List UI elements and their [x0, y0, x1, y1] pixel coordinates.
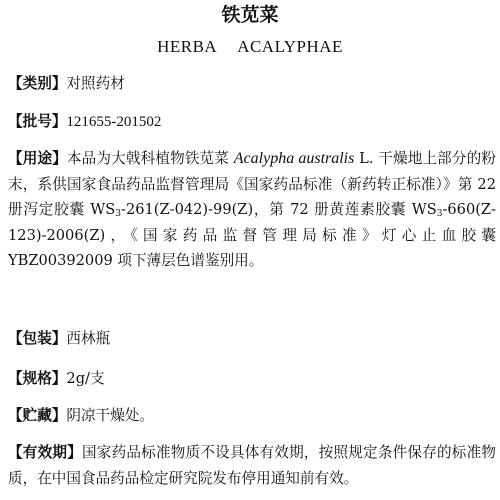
field-category-label: 【类别】 — [8, 75, 67, 92]
field-category-value: 对照药材 — [66, 75, 125, 92]
title-latin — [0, 36, 500, 58]
field-batch — [8, 109, 496, 136]
field-batch-value: 121655-201502 — [66, 114, 162, 130]
field-spec-label: 【规格】 — [8, 370, 67, 387]
field-usage-latin-name: Acalypha australis — [233, 150, 355, 167]
field-usage-subscript-2: 3 — [436, 209, 443, 219]
field-storage-value: 阴凉干燥处。 — [66, 407, 154, 424]
field-spec — [8, 366, 496, 392]
field-package — [8, 326, 496, 352]
field-spec-value: 2g/支 — [66, 370, 105, 387]
title-latin-word-1: HERBA — [157, 37, 218, 56]
field-usage-text-3: -261(Z-042)-99(Z)，第 72 册黄莲素胶囊 WS — [121, 201, 437, 218]
field-validity-label: 【有效期】 — [8, 444, 82, 461]
title-latin-word-2: ACALYPHAE — [237, 37, 343, 56]
field-validity — [8, 440, 496, 491]
title-chinese: 铁苋菜 — [221, 4, 279, 26]
field-storage — [8, 403, 496, 429]
field-category — [8, 71, 496, 97]
field-storage-label: 【贮藏】 — [8, 407, 67, 424]
field-validity-value: 国家药品标准物质不设具体有效期，按照规定条件保存的标准物质，在中国食品药品检定研究院发布停用通知前有效。 — [8, 444, 496, 487]
field-usage-text-1: 本品为大戟科植物铁苋菜 — [66, 150, 234, 167]
field-usage-label: 【用途】 — [8, 150, 67, 167]
field-batch-label: 【批号】 — [8, 113, 67, 130]
field-package-value: 西林瓶 — [66, 330, 111, 347]
field-usage-subscript-1: 3 — [115, 209, 122, 219]
field-usage-text-2: L. 干燥地上部分的粉末，系供国家食品药品监督管理局《国家药品标准（新药转正标准）》第 22 册泻定胶囊 WS — [8, 150, 496, 218]
field-package-label: 【包装】 — [8, 330, 67, 347]
field-usage — [8, 146, 496, 274]
field-usage-text-4: -660(Z-123)-2006(Z)，《国家药品监督管理局标准》灯心止血胶囊 YBZ00392009 项下薄层色谱鉴别用。 — [8, 201, 496, 269]
